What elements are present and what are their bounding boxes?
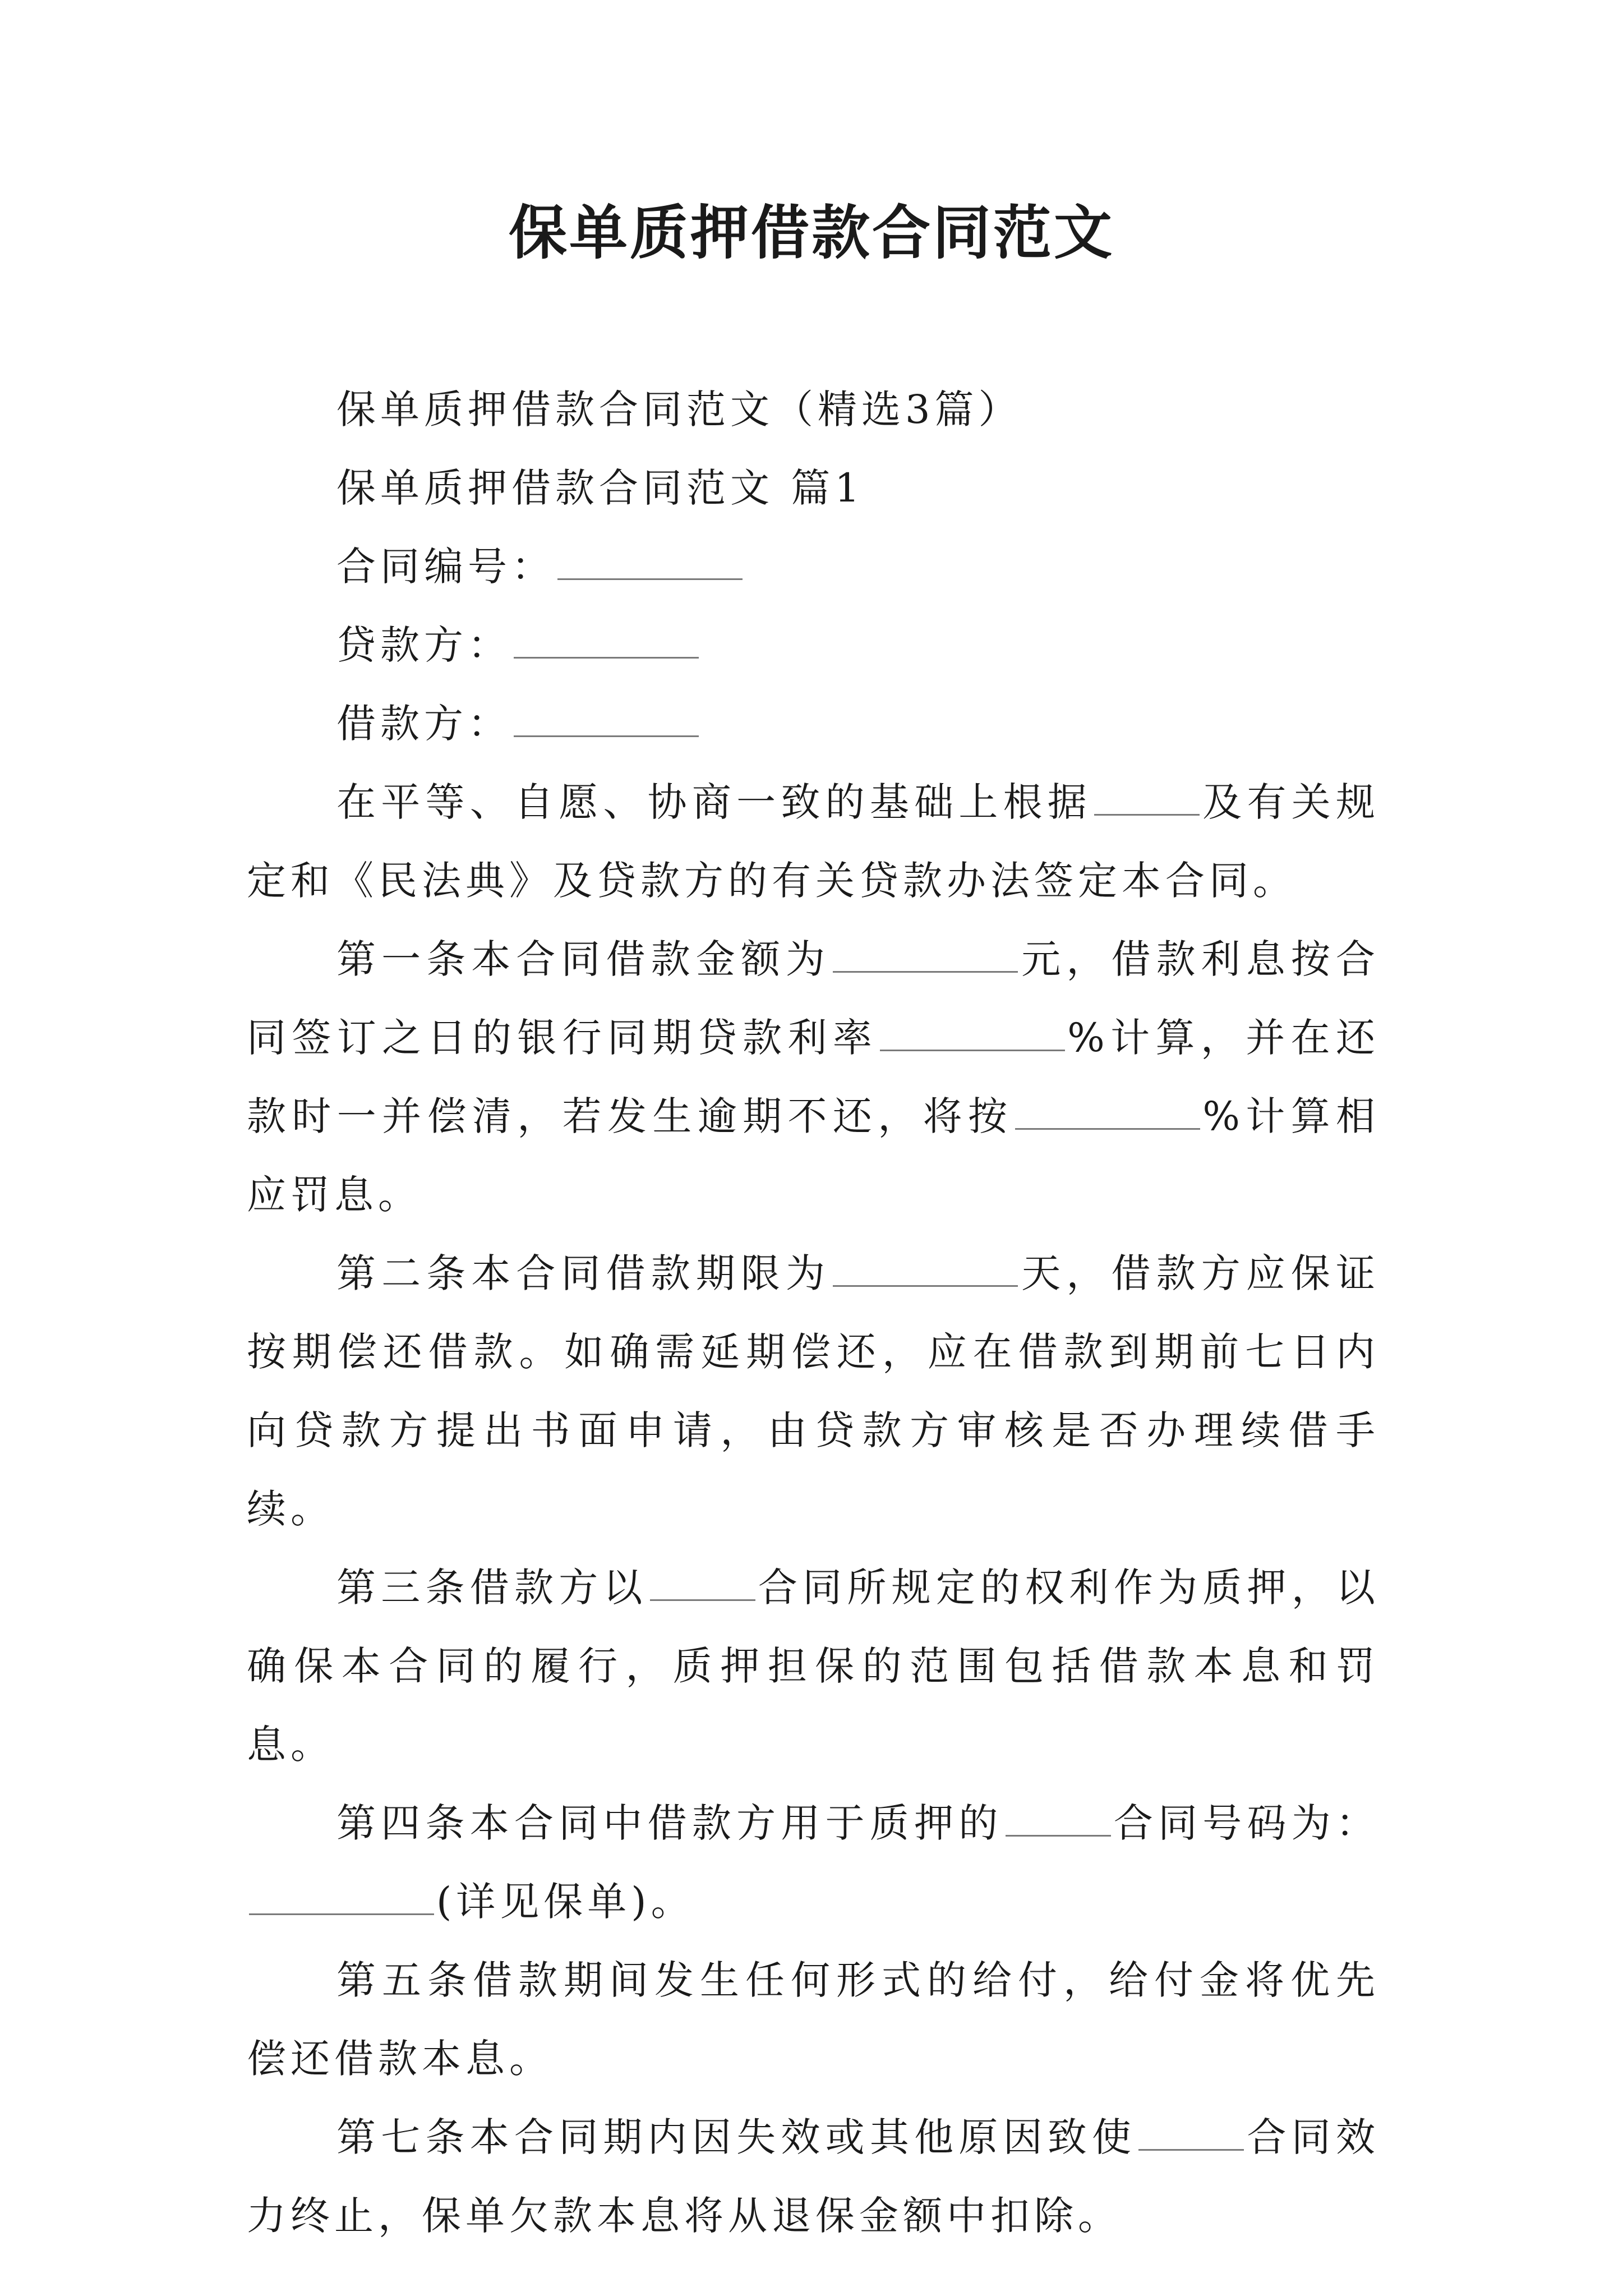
policy-number-blank	[249, 1872, 434, 1915]
contract-number-field	[247, 527, 1380, 606]
document-title: 保单质押借款合同范文	[508, 198, 1114, 267]
article-1	[247, 920, 1380, 1234]
loan-amount-blank	[833, 930, 1018, 973]
penalty-rate-blank	[1015, 1087, 1200, 1130]
preamble-paragraph	[247, 763, 1380, 920]
article-1-text-4: %计算相应罚息。	[247, 1093, 1380, 1218]
lender-field	[247, 606, 1380, 684]
lender-label: 贷款方：	[336, 622, 511, 668]
lender-blank	[514, 615, 699, 659]
article-3-text-1: 第三条借款方以	[336, 1565, 648, 1611]
contract-number-blank	[557, 537, 743, 580]
preamble-blank	[1094, 772, 1200, 816]
article-4	[247, 1784, 1380, 1941]
interest-rate-blank	[880, 1008, 1065, 1051]
borrower-field	[247, 684, 1380, 763]
article-1-text-3: %计算，并在还款时一并偿清，若发生逾期不还，将按	[247, 1015, 1380, 1139]
article-7	[247, 2098, 1380, 2255]
pledged-contract-blank	[650, 1558, 755, 1601]
article-5: 第五条借款期间发生任何形式的给付，给付金将优先偿还借款本息。	[247, 1957, 1380, 2082]
contract-number-label: 合同编号：	[336, 544, 555, 590]
intro-line: 保单质押借款合同范文（精选3篇）	[336, 386, 1022, 432]
terminated-contract-blank	[1138, 2108, 1244, 2151]
article-2	[247, 1234, 1380, 1548]
article-2-text-1: 第二条本合同借款期限为	[336, 1250, 831, 1296]
borrower-blank	[514, 694, 699, 737]
article-1-text-1: 第一条本合同借款金额为	[336, 936, 831, 982]
article-4-text-2: 合同号码为：	[1113, 1800, 1380, 1846]
article-4-text-3: (详见保单)。	[436, 1879, 695, 1925]
loan-term-blank	[833, 1244, 1018, 1287]
article-7-text-1: 第七条本合同期内因失效或其他原因致使	[336, 2114, 1137, 2160]
borrower-label: 借款方：	[336, 701, 511, 747]
article-1-text-2: 元，借款利息按合同签订之日的银行同期贷款利率	[247, 936, 1380, 1061]
article-3	[247, 1548, 1380, 1784]
article-2-text-2: 天，借款方应保证按期偿还借款。如确需延期偿还，应在借款到期前七日内向贷款方提出书面申请，由贷款方审核是否办理续借手续。	[247, 1250, 1380, 1532]
preamble-text-2: 及有关规定和《民法典》及贷款方的有关贷款办法签定本合同。	[247, 779, 1380, 904]
article-3-text-2: 合同所规定的权利作为质押，以确保本合同的履行，质押担保的范围包括借款本息和罚息。	[247, 1565, 1380, 1768]
preamble-text-1: 在平等、自愿、协商一致的基础上根据	[336, 779, 1092, 825]
article-4-text-1: 第四条本合同中借款方用于质押的	[336, 1800, 1003, 1846]
article-7-text-2: 合同效力终止，保单欠款本息将从退保金额中扣除。	[247, 2114, 1380, 2239]
document-body	[247, 370, 1380, 2255]
pledge-type-blank	[1006, 1793, 1111, 1837]
section-heading: 保单质押借款合同范文 篇1	[336, 465, 864, 511]
